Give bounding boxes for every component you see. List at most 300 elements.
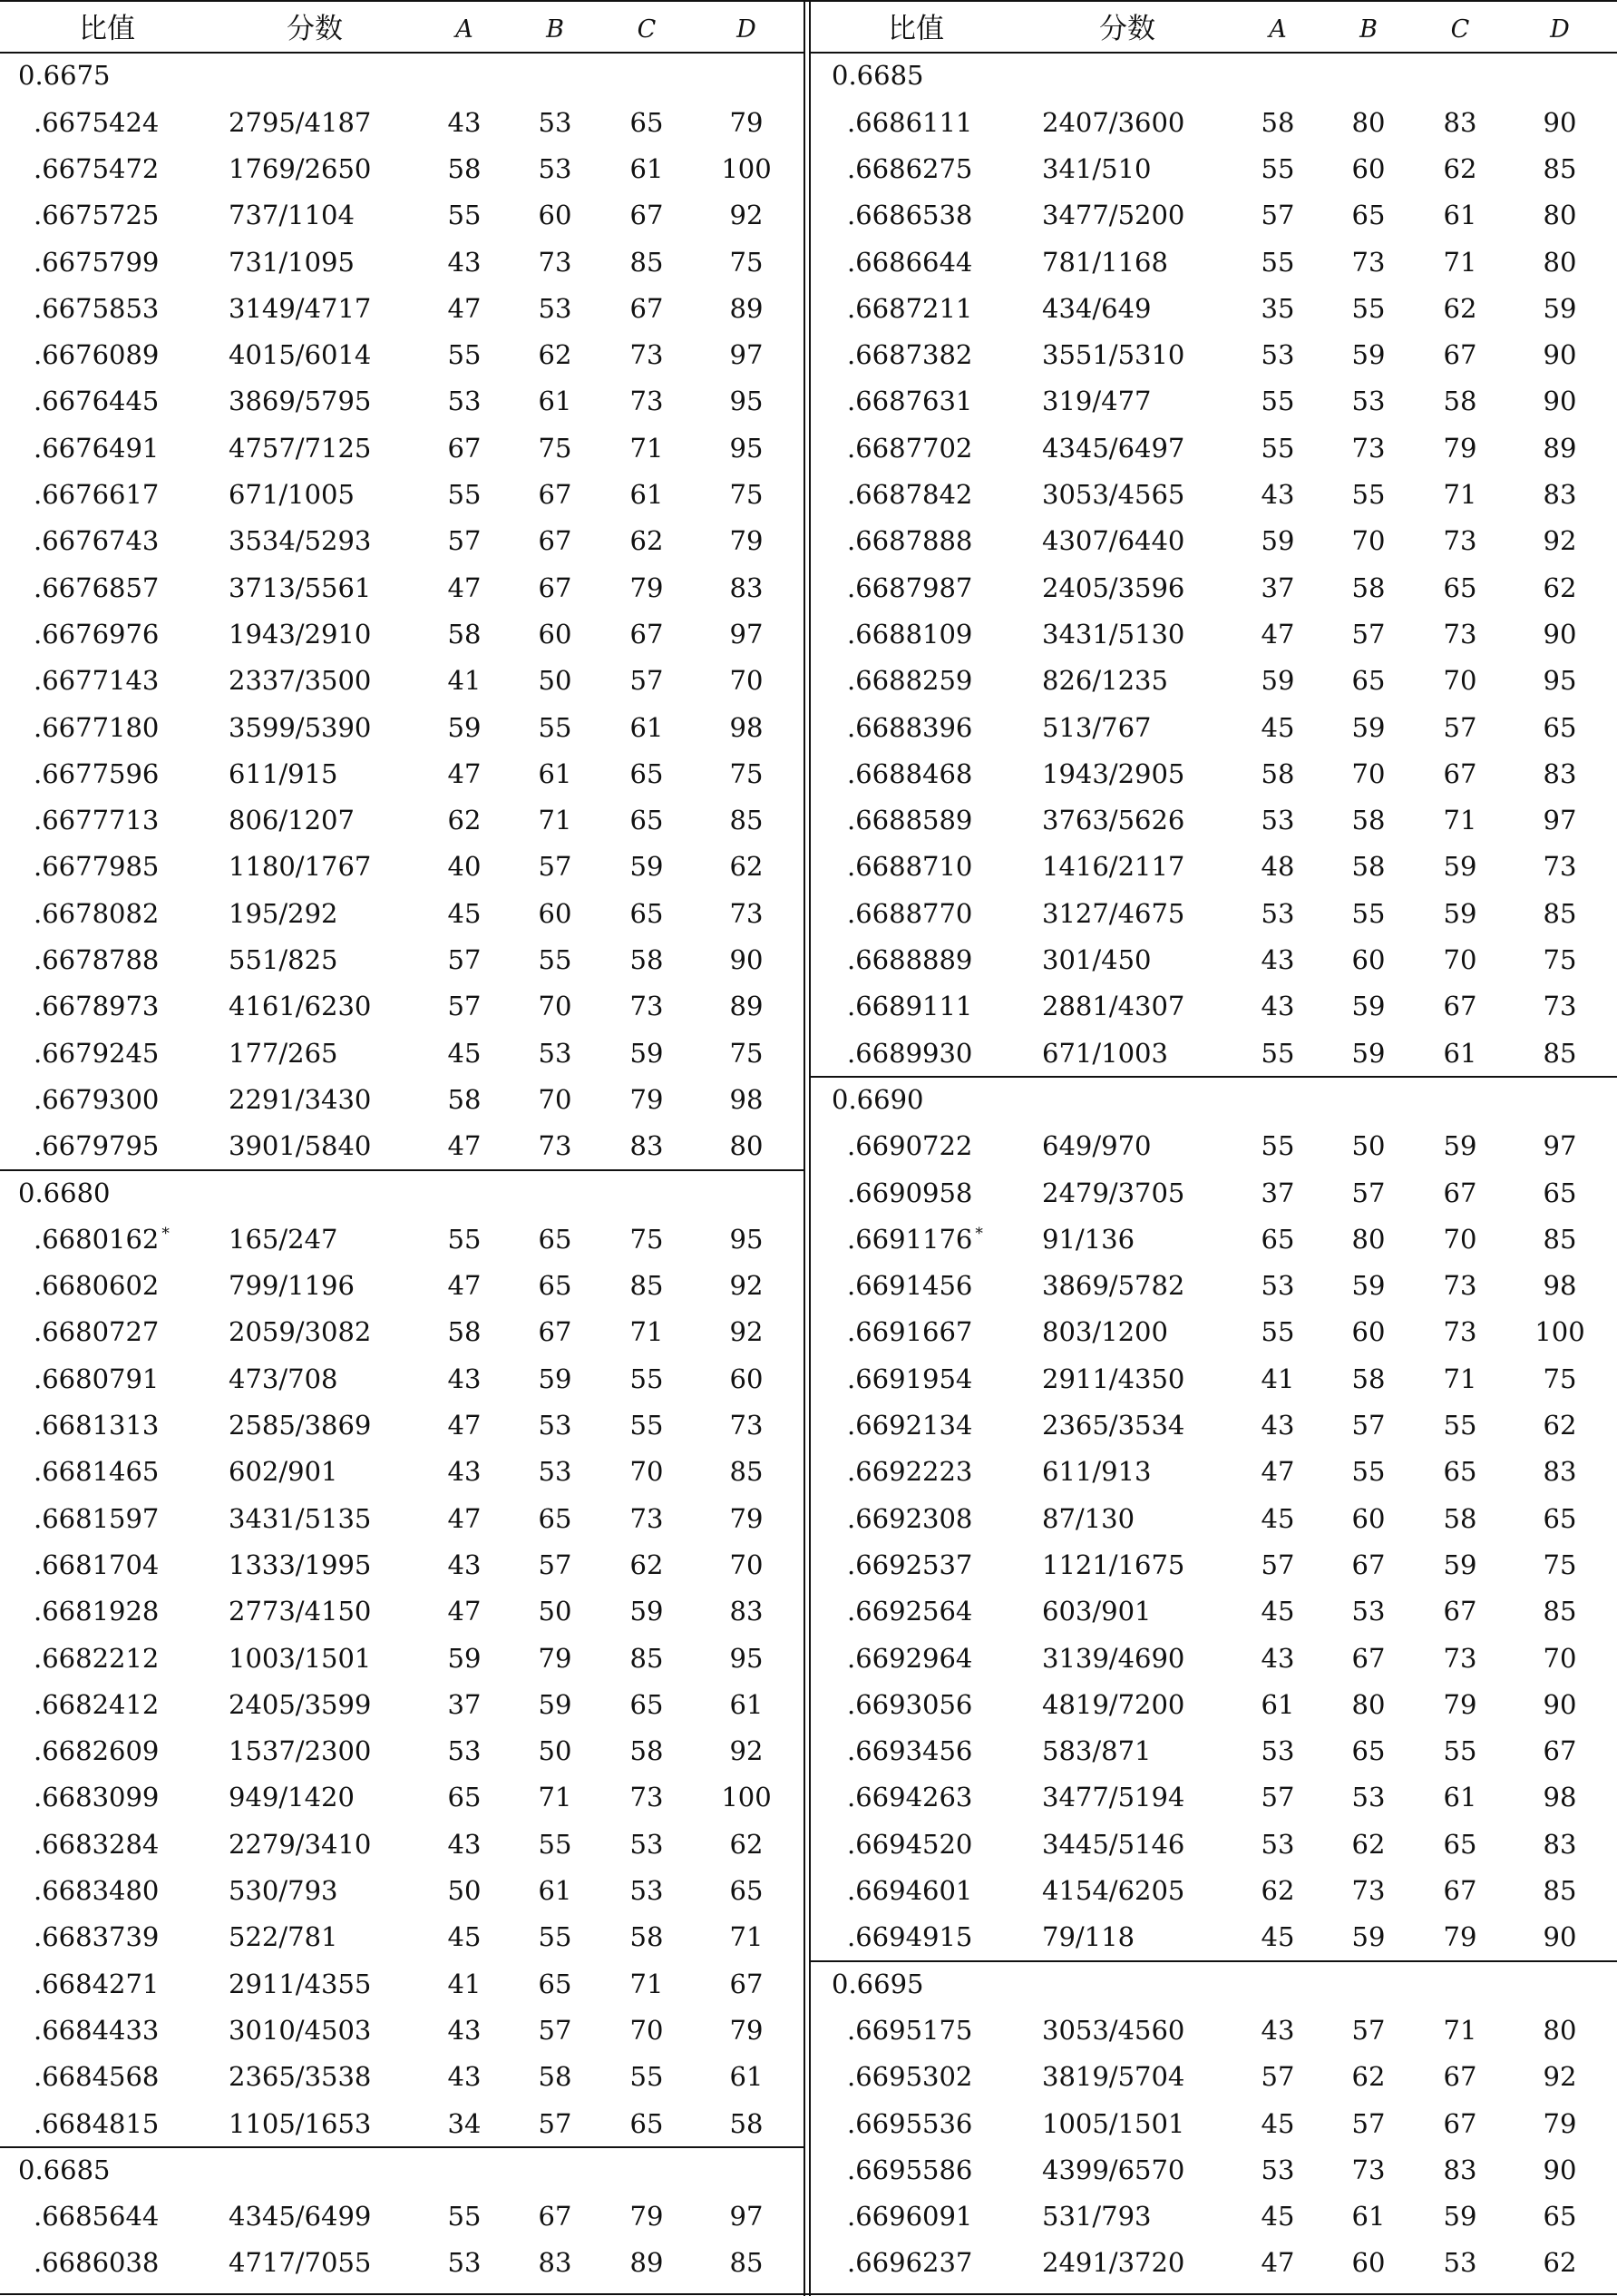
value-c-cell: 67	[1443, 1596, 1477, 1627]
ratio-value: .6688589	[847, 805, 973, 836]
value-d-cell: 98	[1543, 1270, 1577, 1302]
asterisk-mark: *	[975, 1225, 983, 1244]
ratio-cell	[847, 797, 972, 844]
value-b-cell: 80	[1351, 106, 1386, 138]
value-b-cell: 59	[1351, 991, 1386, 1022]
table-row	[0, 1123, 804, 1169]
value-c-cell: 59	[1443, 1549, 1477, 1580]
value-c-cell: 62	[629, 1549, 664, 1580]
value-d-cell: 97	[1543, 1130, 1577, 1162]
value-b-cell: 59	[1351, 1921, 1386, 1953]
fraction-cell: 781/1168	[1042, 246, 1168, 278]
value-d-cell: 97	[729, 618, 764, 650]
table-row	[0, 2054, 804, 2100]
table-row	[0, 565, 804, 611]
fraction-cell: 826/1235	[1042, 665, 1168, 697]
group-label: 0.6675	[18, 60, 111, 92]
value-c-cell: 61	[629, 479, 664, 510]
value-a-cell: 58	[1261, 757, 1295, 789]
group-label: 0.6685	[832, 60, 924, 92]
value-b-cell: 73	[1351, 432, 1386, 464]
value-b-cell: 67	[538, 1316, 572, 1348]
value-d-cell: 83	[729, 1596, 764, 1627]
value-c-cell: 65	[629, 1688, 664, 1720]
table-row	[811, 192, 1617, 239]
value-a-cell: 55	[1261, 152, 1295, 184]
ratio-cell	[847, 1496, 972, 1542]
value-c-cell: 73	[629, 1502, 664, 1534]
ratio-value: .6675424	[34, 106, 160, 138]
value-c-cell: 53	[1443, 2247, 1477, 2279]
fraction-cell: 3763/5626	[1042, 805, 1185, 836]
value-b-cell: 65	[538, 1502, 572, 1534]
value-c-cell: 65	[1443, 1828, 1477, 1860]
value-c-cell: 79	[629, 1083, 664, 1115]
value-c-cell: 83	[629, 1130, 664, 1162]
value-a-cell: 55	[447, 2201, 482, 2232]
value-c-cell: 65	[629, 897, 664, 929]
fraction-cell: 79/118	[1042, 1921, 1135, 1953]
value-d-cell: 89	[729, 991, 764, 1022]
value-b-cell: 70	[538, 1083, 572, 1115]
value-a-cell: 43	[1261, 1410, 1295, 1441]
group-label-row	[811, 1077, 1617, 1123]
ratio-value: .6691954	[847, 1363, 973, 1394]
value-b-cell: 50	[538, 665, 572, 697]
table-row	[811, 611, 1617, 658]
value-d-cell: 70	[729, 665, 764, 697]
value-d-cell: 100	[721, 152, 772, 184]
ratio-cell	[847, 983, 972, 1030]
ratio-value: .6696237	[847, 2247, 973, 2279]
fraction-cell: 2585/3869	[229, 1410, 372, 1441]
header-d: D	[1550, 15, 1570, 44]
value-d-cell: 65	[1543, 1502, 1577, 1534]
ratio-cell	[34, 611, 159, 658]
ratio-cell	[34, 1449, 159, 1495]
header-b: B	[546, 15, 564, 44]
value-d-cell: 90	[1543, 1921, 1577, 1953]
asterisk-mark: *	[161, 1225, 170, 1244]
fraction-cell: 3477/5194	[1042, 1782, 1185, 1813]
ratio-cell	[34, 937, 159, 983]
ratio-cell	[34, 1031, 159, 1077]
value-a-cell: 59	[1261, 525, 1295, 557]
value-a-cell: 45	[447, 1037, 482, 1069]
value-c-cell: 65	[629, 805, 664, 836]
value-d-cell: 90	[1543, 106, 1577, 138]
value-d-cell: 89	[1543, 432, 1577, 464]
ratio-value: .6681313	[34, 1410, 160, 1441]
value-a-cell: 45	[1261, 2201, 1295, 2232]
value-b-cell: 58	[1351, 805, 1386, 836]
value-d-cell: 95	[729, 386, 764, 417]
value-a-cell: 57	[447, 525, 482, 557]
value-d-cell: 90	[1543, 2154, 1577, 2185]
table-row	[0, 797, 804, 844]
fraction-cell: 3053/4560	[1042, 2014, 1185, 2046]
value-b-cell: 59	[1351, 339, 1386, 371]
value-c-cell: 70	[629, 1456, 664, 1488]
fraction-cell: 1180/1767	[229, 851, 372, 883]
group-label-row	[811, 1961, 1617, 2008]
ratio-value: .6680162	[34, 1223, 160, 1255]
ratio-cell	[847, 1309, 972, 1355]
fraction-cell: 737/1104	[229, 200, 355, 231]
ratio-value: .6678082	[34, 897, 160, 929]
ratio-cell	[34, 1402, 159, 1449]
ratio-value: .6686644	[847, 246, 973, 278]
fraction-cell: 3053/4565	[1042, 479, 1185, 510]
value-b-cell: 60	[1351, 152, 1386, 184]
value-d-cell: 62	[1543, 572, 1577, 603]
value-a-cell: 58	[447, 152, 482, 184]
value-a-cell: 37	[1261, 1177, 1295, 1208]
table-row	[811, 100, 1617, 146]
fraction-cell: 949/1420	[229, 1782, 355, 1813]
ratio-cell	[34, 1636, 159, 1682]
ratio-cell	[34, 239, 159, 286]
value-b-cell: 50	[538, 1596, 572, 1627]
table-row	[0, 425, 804, 472]
table-row	[0, 472, 804, 518]
value-c-cell: 75	[629, 1223, 664, 1255]
ratio-value: .6680602	[34, 1270, 160, 1302]
table-row	[811, 1170, 1617, 1216]
value-d-cell: 92	[1543, 525, 1577, 557]
value-a-cell: 53	[1261, 1828, 1295, 1860]
group-label: 0.6685	[18, 2154, 111, 2185]
value-c-cell: 73	[629, 991, 664, 1022]
fraction-cell: 4399/6570	[1042, 2154, 1185, 2185]
value-c-cell: 65	[629, 106, 664, 138]
table-row	[0, 2008, 804, 2054]
fraction-cell: 531/793	[1042, 2201, 1152, 2232]
value-b-cell: 67	[538, 525, 572, 557]
fraction-cell: 530/793	[229, 1875, 338, 1906]
ratio-cell	[847, 518, 972, 564]
value-a-cell: 43	[1261, 479, 1295, 510]
header-fraction: 分数	[287, 13, 343, 45]
value-a-cell: 55	[447, 1223, 482, 1255]
value-b-cell: 73	[1351, 246, 1386, 278]
table-row	[811, 705, 1617, 751]
ratio-cell	[847, 2008, 972, 2054]
value-c-cell: 79	[1443, 1921, 1477, 1953]
ratio-cell	[34, 332, 159, 378]
table-row	[0, 1496, 804, 1542]
fraction-cell: 3139/4690	[1042, 1642, 1185, 1674]
value-b-cell: 65	[1351, 1735, 1386, 1767]
ratio-value: .6684271	[34, 1968, 160, 1999]
ratio-value: .6687382	[847, 339, 973, 371]
ratio-value: .6676445	[34, 386, 160, 417]
value-c-cell: 85	[629, 1642, 664, 1674]
value-b-cell: 58	[1351, 572, 1386, 603]
ratio-cell	[34, 100, 159, 146]
ratio-value: .6688259	[847, 665, 973, 697]
header-fraction: 分数	[1099, 13, 1155, 45]
value-d-cell: 70	[729, 1549, 764, 1580]
value-c-cell: 67	[1443, 991, 1477, 1022]
value-b-cell: 59	[1351, 1270, 1386, 1302]
value-a-cell: 58	[1261, 106, 1295, 138]
value-a-cell: 53	[1261, 1270, 1295, 1302]
fraction-cell: 3431/5135	[229, 1502, 372, 1534]
value-c-cell: 57	[1443, 711, 1477, 743]
ratio-cell	[847, 1449, 972, 1495]
table-row	[811, 1822, 1617, 1868]
value-b-cell: 60	[1351, 1502, 1386, 1534]
value-c-cell: 58	[629, 1735, 664, 1767]
ratio-cell	[847, 1822, 972, 1868]
value-d-cell: 58	[729, 2107, 764, 2139]
value-a-cell: 61	[1261, 1688, 1295, 1720]
fraction-cell: 3551/5310	[1042, 339, 1185, 371]
value-a-cell: 58	[447, 1083, 482, 1115]
table-row	[0, 518, 804, 564]
fraction-cell: 87/130	[1042, 1502, 1135, 1534]
value-a-cell: 43	[447, 2061, 482, 2093]
value-d-cell: 59	[1543, 292, 1577, 324]
value-a-cell: 47	[447, 1410, 482, 1441]
value-d-cell: 92	[729, 1270, 764, 1302]
value-c-cell: 71	[1443, 246, 1477, 278]
value-d-cell: 65	[1543, 1177, 1577, 1208]
table-row	[0, 1914, 804, 1960]
ratio-value: .6684815	[34, 2107, 160, 2139]
value-a-cell: 55	[1261, 1316, 1295, 1348]
fraction-cell: 551/825	[229, 944, 338, 975]
value-d-cell: 89	[729, 292, 764, 324]
fraction-cell: 2279/3410	[229, 1828, 372, 1860]
value-a-cell: 62	[447, 805, 482, 836]
value-c-cell: 71	[1443, 805, 1477, 836]
value-a-cell: 55	[1261, 432, 1295, 464]
value-b-cell: 53	[1351, 386, 1386, 417]
ratio-value: .6693056	[847, 1688, 973, 1720]
value-d-cell: 70	[1543, 1642, 1577, 1674]
value-a-cell: 65	[1261, 1223, 1295, 1255]
ratio-cell	[34, 983, 159, 1030]
table-row	[0, 2240, 804, 2286]
ratio-value: .6691176	[847, 1223, 973, 1255]
value-a-cell: 45	[1261, 711, 1295, 743]
value-d-cell: 92	[729, 1316, 764, 1348]
value-b-cell: 57	[1351, 1177, 1386, 1208]
value-c-cell: 53	[629, 1828, 664, 1860]
fraction-cell: 603/901	[1042, 1596, 1152, 1627]
value-b-cell: 62	[538, 339, 572, 371]
fraction-cell: 3149/4717	[229, 292, 372, 324]
table-row	[0, 146, 804, 192]
value-c-cell: 62	[1443, 292, 1477, 324]
value-b-cell: 50	[538, 1735, 572, 1767]
ratio-cell	[847, 425, 972, 472]
fraction-cell: 522/781	[229, 1921, 338, 1953]
ratio-value: .6692564	[847, 1596, 973, 1627]
value-c-cell: 67	[1443, 1177, 1477, 1208]
ratio-cell	[34, 2193, 159, 2240]
ratio-cell	[34, 797, 159, 844]
value-c-cell: 73	[1443, 618, 1477, 650]
value-c-cell: 67	[1443, 2107, 1477, 2139]
ratio-cell	[847, 751, 972, 797]
ratio-cell	[847, 658, 972, 704]
table-row	[811, 1914, 1617, 1960]
ratio-value: .6683284	[34, 1828, 160, 1860]
value-d-cell: 65	[729, 1875, 764, 1906]
value-a-cell: 67	[447, 432, 482, 464]
ratio-value: .6695302	[847, 2061, 973, 2093]
table-row	[811, 1728, 1617, 1774]
ratio-cell	[34, 1077, 159, 1123]
value-b-cell: 65	[1351, 200, 1386, 231]
table-row	[0, 1031, 804, 1077]
value-a-cell: 65	[447, 1782, 482, 1813]
ratio-value: .6675725	[34, 200, 160, 231]
value-b-cell: 57	[1351, 2107, 1386, 2139]
value-b-cell: 67	[1351, 1549, 1386, 1580]
ratio-value: .6684433	[34, 2014, 160, 2046]
value-a-cell: 43	[1261, 2014, 1295, 2046]
value-c-cell: 70	[629, 2014, 664, 2046]
value-c-cell: 73	[629, 1782, 664, 1813]
value-a-cell: 41	[1261, 1363, 1295, 1394]
fraction-cell: 177/265	[229, 1037, 338, 1069]
table-row	[0, 1774, 804, 1821]
fraction-cell: 611/915	[229, 757, 338, 789]
ratio-cell	[847, 286, 972, 332]
ratio-value: .6691456	[847, 1270, 973, 1302]
ratio-cell	[34, 1123, 159, 1169]
value-d-cell: 90	[729, 944, 764, 975]
value-c-cell: 71	[629, 432, 664, 464]
ratio-cell	[34, 844, 159, 890]
value-d-cell: 73	[1543, 851, 1577, 883]
ratio-cell	[34, 1588, 159, 1635]
fraction-cell: 165/247	[229, 1223, 338, 1255]
ratio-cell	[847, 1868, 972, 1914]
ratio-cell	[847, 844, 972, 890]
fraction-cell: 4717/7055	[229, 2247, 372, 2279]
value-a-cell: 37	[1261, 572, 1295, 603]
value-d-cell: 80	[729, 1130, 764, 1162]
ratio-value: .6688396	[847, 711, 973, 743]
ratio-value: .6694915	[847, 1921, 973, 1953]
table-row	[811, 286, 1617, 332]
value-a-cell: 43	[1261, 991, 1295, 1022]
fraction-cell: 2881/4307	[1042, 991, 1185, 1022]
value-b-cell: 57	[538, 851, 572, 883]
ratio-value: .6693456	[847, 1735, 973, 1767]
ratio-value: .6695536	[847, 2107, 973, 2139]
value-d-cell: 60	[729, 1363, 764, 1394]
table-row	[0, 1822, 804, 1868]
ratio-cell	[34, 565, 159, 611]
header-ratio: 比值	[79, 13, 135, 45]
value-d-cell: 62	[1543, 1410, 1577, 1441]
value-a-cell: 55	[447, 200, 482, 231]
value-a-cell: 53	[1261, 339, 1295, 371]
fraction-cell: 3431/5130	[1042, 618, 1185, 650]
ratio-value: .6696091	[847, 2201, 973, 2232]
table-row	[0, 100, 804, 146]
value-b-cell: 60	[538, 200, 572, 231]
value-b-cell: 67	[1351, 1642, 1386, 1674]
value-d-cell: 73	[729, 1410, 764, 1441]
ratio-cell	[847, 378, 972, 425]
value-c-cell: 55	[629, 1410, 664, 1441]
value-a-cell: 45	[1261, 1596, 1295, 1627]
ratio-cell	[34, 146, 159, 192]
ratio-cell	[847, 2054, 972, 2100]
value-d-cell: 75	[729, 246, 764, 278]
ratio-cell	[34, 192, 159, 239]
fraction-cell: 3010/4503	[229, 2014, 372, 2046]
value-d-cell: 95	[729, 432, 764, 464]
value-c-cell: 62	[1443, 152, 1477, 184]
ratio-value: .6687631	[847, 386, 973, 417]
fraction-cell: 2337/3500	[229, 665, 372, 697]
ratio-cell	[34, 286, 159, 332]
value-a-cell: 57	[1261, 1782, 1295, 1813]
value-a-cell: 47	[447, 292, 482, 324]
ratio-cell	[34, 658, 159, 704]
right-table	[811, 0, 1617, 2296]
ratio-value: .6682212	[34, 1642, 160, 1674]
value-a-cell: 45	[447, 897, 482, 929]
value-c-cell: 59	[629, 1037, 664, 1069]
table-row	[811, 146, 1617, 192]
value-c-cell: 79	[629, 572, 664, 603]
value-b-cell: 65	[538, 1223, 572, 1255]
header-a: A	[1269, 15, 1287, 44]
value-a-cell: 47	[447, 1270, 482, 1302]
table-row	[0, 658, 804, 704]
table-row	[811, 1588, 1617, 1635]
value-c-cell: 59	[1443, 1130, 1477, 1162]
value-d-cell: 95	[729, 1642, 764, 1674]
value-b-cell: 79	[538, 1642, 572, 1674]
fraction-cell: 2405/3599	[229, 1688, 372, 1720]
value-a-cell: 50	[447, 1875, 482, 1906]
ratio-value: .6682609	[34, 1735, 160, 1767]
value-b-cell: 55	[538, 1921, 572, 1953]
table-row	[0, 1961, 804, 2008]
ratio-cell	[847, 1402, 972, 1449]
ratio-value: .6687211	[847, 292, 973, 324]
value-a-cell: 45	[1261, 2107, 1295, 2139]
fraction-cell: 2911/4355	[229, 1968, 372, 1999]
ratio-cell	[34, 2240, 159, 2286]
value-a-cell: 43	[447, 1363, 482, 1394]
ratio-value: .6677143	[34, 665, 160, 697]
fraction-cell: 3477/5200	[1042, 200, 1185, 231]
value-b-cell: 61	[1351, 2201, 1386, 2232]
table-row	[0, 1682, 804, 1728]
value-d-cell: 75	[1543, 1549, 1577, 1580]
value-d-cell: 79	[729, 2014, 764, 2046]
fraction-cell: 649/970	[1042, 1130, 1152, 1162]
value-c-cell: 65	[629, 2107, 664, 2139]
fraction-cell: 4161/6230	[229, 991, 372, 1022]
fraction-cell: 3713/5561	[229, 572, 372, 603]
value-b-cell: 55	[1351, 1456, 1386, 1488]
ratio-cell	[847, 2193, 972, 2240]
value-d-cell: 97	[729, 2201, 764, 2232]
value-c-cell: 79	[1443, 432, 1477, 464]
